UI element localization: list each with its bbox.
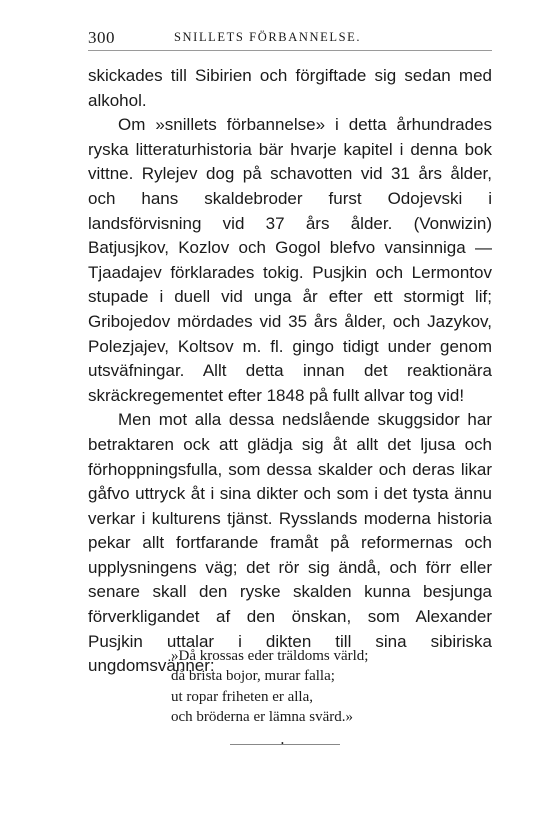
- page-number: 300: [88, 28, 115, 47]
- end-ornament-rule: [230, 744, 340, 745]
- header-rule: [88, 50, 492, 51]
- page-header: [88, 28, 492, 48]
- poem-line: och bröderna er lämna svärd.»: [171, 709, 354, 726]
- body-text: [88, 64, 492, 679]
- poem-line: »Då krossas eder träldoms värld;: [171, 648, 369, 664]
- paragraph-snillets-forbannelse: Om »snillets förbannelse» i detta århundrades ryska litteraturhistoria bär hvarje kapitel i denna bok vittne. Rylejev dog på schavotten vid 31 års ålder, och hans skaldebroder furst Odojevski i landsförvisning vid 37 års ålder. (Vonwizin) Batjusjkov, Kozlov och Gogol blefvo vansinniga — Tjaadajev förklarades tokig. Pusjkin och Lermontov stupade i duell vid unga år efter ett stormigt lif; Gribojedov mördades vid 35 års ålder, och Jazykov, Polezjajev, Koltsov m. fl. gingo tidigt under genom utsväfningar. Allt detta innan det reaktionära skräckregementet efter 1848 på fullt allvar tog vid!: [88, 115, 492, 405]
- poem-line: ut ropar friheten er alla,: [171, 688, 314, 705]
- paragraph-men-mot-alla: Men mot alla dessa nedslående skuggsidor har betraktaren ock att glädja sig åt allt det ljusa och förhoppningsfulla, som dessa skalder och deras likar gåfvo uttryck åt i sina dikter och som i det tysta ännu verkar i kulturens tjänst. Rysslands moderna historia pekar allt fortfarande framåt på reformernas och upplysningens väg; det rör sig ändå, och förr eller senare skall den ryske skalden kunna besjunga förverkligandet af den önskan, som Alexander Pusjkin uttalar i dikten till sina sibiriska ungdomsvänner:: [88, 410, 492, 676]
- paragraph-continuation: skickades till Sibirien och förgiftade sig sedan med alkohol.: [88, 66, 492, 110]
- end-ornament-dot: •: [281, 739, 284, 748]
- poem-line: då brista bojor, murar falla;: [171, 668, 335, 685]
- poem-quote: [171, 646, 471, 728]
- running-title: SNILLETS FÖRBANNELSE.: [174, 30, 362, 44]
